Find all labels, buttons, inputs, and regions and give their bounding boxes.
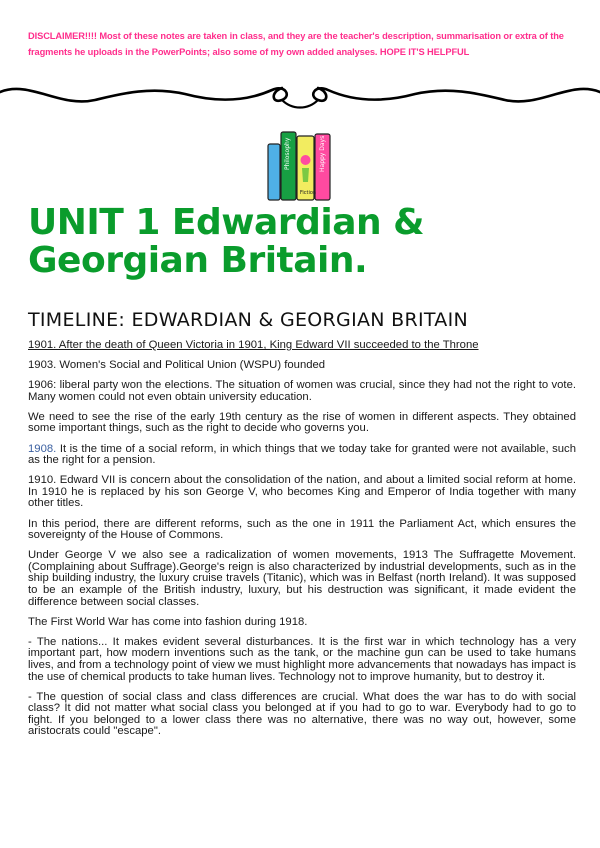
paragraph-rise-of-women: We need to see the rise of the early 19th century as the rise of women in different aspects. They obtained some important things, such as the right to decide who governs you. [28,410,576,435]
paragraph-parliament-act: In this period, there are different reforms, such as the one in 1911 the Parliament Act, which ensures the sovereignty of the House of Commons. [28,517,576,542]
disclaimer-text: DISCLAIMER!!!! Most of these notes are taken in class, and they are the teacher's description, summarisation or extra of the fragments he uploads in the PowerPoints; also some of my own added analyses. HOPE IT'S HELPFUL [28,31,564,57]
timeline-entry-1901: 1901. After the death of Queen Victoria in 1901, King Edward VII succeeded to the Throne [28,339,479,351]
paragraph-first-world-war: The First World War has come into fashion during 1918. [28,615,308,628]
paragraph-text: It is the time of a social reform, in which things that we today take for granted were not available, such as the right for a pension. [28,442,576,467]
paragraph-social-class: - The question of social class and class differences are crucial. What does the war has to do with social class? It did not matter what social class you belonged at if you had to go to war. Everybody had to go to fight. If you belonged to a lower class there was no alternative, there was no way out, however, some aristocrats could "escape". [28,690,576,738]
swirl-divider-icon [0,82,600,116]
timeline-entry-1910: 1910. Edward VII is concern about the consolidation of the nation, and about a limited social reform at home. In 1910 he is replaced by his son George V, who becomes King and Emperor of India together with many other titles. [28,474,576,510]
stacked-books-icon [264,126,336,202]
book-spine-label: Fiction [299,190,317,196]
notes-body [28,340,576,747]
book-spine-label: Philosophy [284,137,291,170]
paragraph-technology: - The nations... It makes evident several disturbances. It is the first war in which technology has a very important part, how modern inventions such as the tank, or the machine gun can be used to take humans lives, and from a technology point of view we must highlight more advancements that nowadays has impact is the use of chemical products to take human lives. Technology not to improve humanity, but to destroy it. [28,635,576,683]
timeline-entry-1908 [28,444,576,467]
timeline-entry-1903: 1903. Women's Social and Political Union (WSPU) founded [28,359,326,372]
timeline-heading: TIMELINE: EDWARDIAN & GEORGIAN BRITAIN [28,309,469,331]
page-title: UNIT 1 Edwardian & Georgian Britain. [28,202,425,281]
paragraph-george-v: Under George V we also see a radicalization of women movements, 1913 The Suffragette Movement. (Complaining about Suffrage).George's reign is also characterized by industrial developments, such as in the ship building industry, the luxury cruise travels (Titanic), which was in Belfast (north Ireland). It was supposed to be an example of the British industry, luxury, but his destruction was significant, it made evident the difference between social classes. [28,549,576,608]
timeline-entry-1906: 1906: liberal party won the elections. The situation of women was crucial, since they had not the right to vote. Many women could not even obtain university education. [28,379,576,403]
year-label: 1908. [28,442,57,455]
book-spine-label: Happy Days [319,135,326,172]
